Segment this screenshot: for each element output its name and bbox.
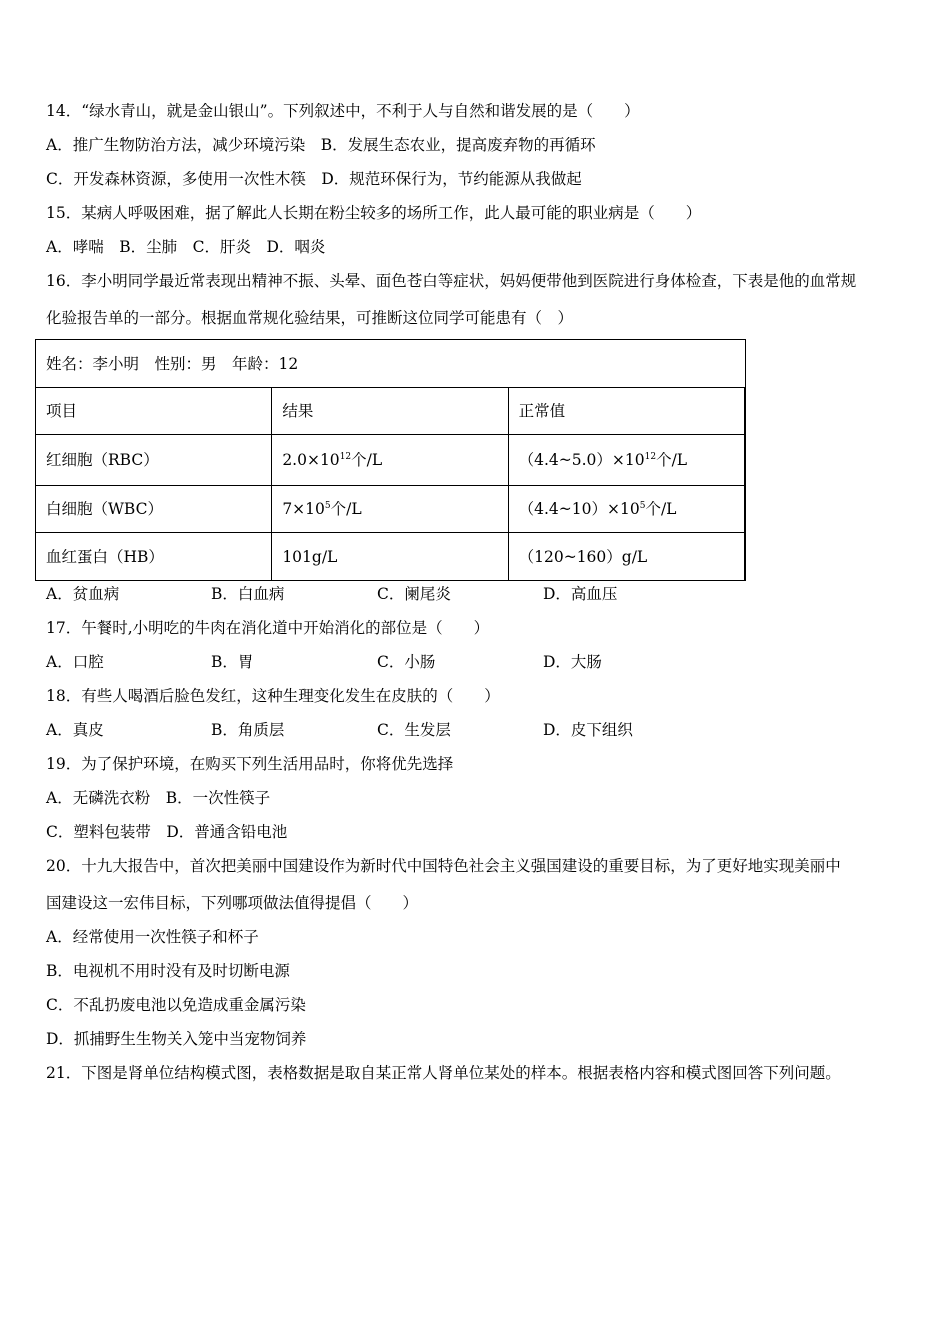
- q18-option-d: D．皮下组织: [543, 721, 633, 739]
- table-row: [36, 533, 746, 581]
- q18-stem: 18．有些人喝酒后脸色发红，这种生理变化发生在皮肤的（ ）: [46, 687, 500, 705]
- row-result: 101g/L: [272, 533, 508, 581]
- q16-option-b: B．白血病: [211, 585, 285, 603]
- q17-option-c: C．小肠: [377, 653, 436, 671]
- q16-options: [46, 584, 906, 604]
- table-column-row: [36, 388, 746, 435]
- q16-stem-line1: 16．李小明同学最近常表现出精神不振、头晕、面色苍白等症状，妈妈便带他到医院进行身体检查，下表是他的血常规: [46, 272, 857, 290]
- column-item: 项目: [36, 388, 272, 435]
- q17-options: [46, 652, 906, 672]
- q18-option-a: A．真皮: [46, 721, 104, 739]
- row-normal: $(4.4\sim 10)\times 10^5$个/L: [508, 486, 744, 533]
- row-result: $7\times 10^5$个/L: [272, 486, 508, 533]
- row-normal: $(4.4\sim 5.0)\times 10^{12}$个/L: [508, 435, 744, 486]
- empty-cell: [744, 486, 745, 533]
- q14-options-line1: A．推广生物防治方法，减少环境污染 B．发展生态农业，提高废弃物的再循环: [46, 136, 596, 154]
- q14-stem: 14．“绿水青山，就是金山银山”。下列叙述中，不利于人与自然和谐发展的是（ ）: [46, 102, 640, 120]
- q20-stem-line2: 国建设这一宏伟目标，下列哪项做法值得提倡（ ）: [46, 894, 419, 912]
- q16-option-c: C．阑尾炎: [377, 585, 451, 603]
- q16-option-d: D．高血压: [543, 585, 618, 603]
- row-item: 红细胞（RBC）: [36, 435, 272, 486]
- q16-stem-line2: 化验报告单的一部分。根据血常规化验结果，可推断这位同学可能患有（ ）: [46, 309, 574, 327]
- q17-option-d: D．大肠: [543, 653, 602, 671]
- q18-options: [46, 720, 906, 740]
- empty-cell: [744, 435, 745, 486]
- q20-stem-line1: 20．十九大报告中，首次把美丽中国建设作为新时代中国特色社会主义强国建设的重要目标，为了更好地实现美丽中: [46, 857, 841, 875]
- q20-option-b: B．电视机不用时没有及时切断电源: [46, 962, 290, 980]
- table-row: [36, 435, 746, 486]
- row-normal: （120~160）g/L: [508, 533, 744, 581]
- q17-option-b: B．胃: [211, 653, 254, 671]
- q20-option-d: D．抓捕野生生物关入笼中当宠物饲养: [46, 1030, 307, 1048]
- q19-options-line2: C．塑料包装带 D．普通含铅电池: [46, 823, 288, 841]
- table-header-row: [36, 340, 746, 388]
- q19-options-line1: A．无磷洗衣粉 B．一次性筷子: [46, 789, 271, 807]
- q18-option-b: B．角质层: [211, 721, 285, 739]
- table-row: [36, 486, 746, 533]
- q20-option-c: C．不乱扔废电池以免造成重金属污染: [46, 996, 306, 1014]
- q17-stem: 17．午餐时,小明吃的牛肉在消化道中开始消化的部位是（ ）: [46, 619, 490, 637]
- row-result: $2.0\times 10^{12}$个/L: [272, 435, 508, 486]
- column-result: 结果: [272, 388, 508, 435]
- q21-stem: 21．下图是肾单位结构模式图，表格数据是取自某正常人肾单位某处的样本。根据表格内容和模式图回答下列问题。: [46, 1064, 841, 1082]
- q18-option-c: C．生发层: [377, 721, 451, 739]
- q19-stem: 19．为了保护环境，在购买下列生活用品时，你将优先选择: [46, 755, 454, 773]
- row-item: 白细胞（WBC）: [36, 486, 272, 533]
- column-normal: 正常值: [508, 388, 744, 435]
- blood-report-table: [35, 339, 746, 581]
- q16-option-a: A．贫血病: [46, 585, 120, 603]
- q15-options: A．哮喘 B．尘肺 C．肝炎 D．咽炎: [46, 238, 326, 256]
- q14-options-line2: C．开发森林资源，多使用一次性木筷 D．规范环保行为，节约能源从我做起: [46, 170, 582, 188]
- q15-stem: 15．某病人呼吸困难，据了解此人长期在粉尘较多的场所工作，此人最可能的职业病是（ ）: [46, 204, 702, 222]
- row-item: 血红蛋白（HB）: [36, 533, 272, 581]
- q17-option-a: A．口腔: [46, 653, 104, 671]
- empty-cell: [744, 533, 745, 581]
- patient-info: 姓名：李小明 性别：男 年龄：12: [36, 340, 746, 388]
- empty-cell: [744, 388, 745, 435]
- q20-option-a: A．经常使用一次性筷子和杯子: [46, 928, 259, 946]
